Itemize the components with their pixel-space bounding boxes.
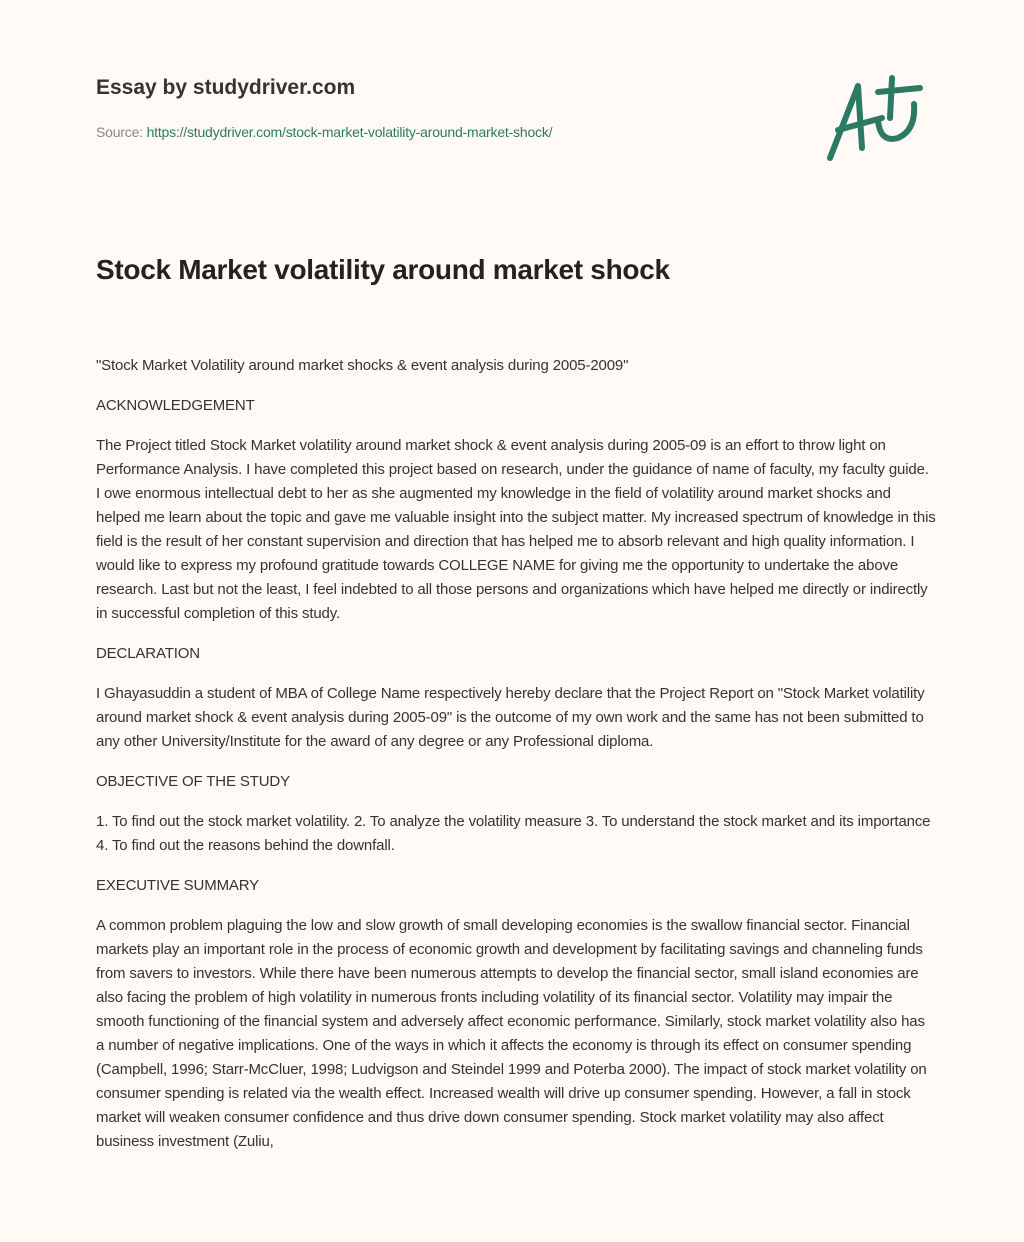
paragraph-subtitle: "Stock Market Volatility around market shocks & event analysis during 2005-2009" <box>96 357 629 374</box>
source-label: Source: <box>96 124 143 140</box>
a-plus-logo-icon <box>820 68 930 168</box>
paragraph-objective: 1. To find out the stock market volatility. 2. To analyze the volatility measure 3. To understand the stock market and its importance 4. To find out the reasons behind the downfall. <box>96 813 931 854</box>
heading-objective: OBJECTIVE OF THE STUDY <box>96 773 290 790</box>
heading-acknowledgement: ACKNOWLEDGEMENT <box>96 397 255 414</box>
paragraph-executive-summary: A common problem plaguing the low and slow growth of small developing economies is the swallow financial sector. Financial markets play an important role in the process of economic growth and development by facilitating savings and channeling funds from savers to investors. While there have been numerous attempts to develop the financial sector, small island economies are also facing the problem of high volatility in numerous fronts including volatility of its financial sector. Volatility may impair the smooth functioning of the financial system and adversely affect economic performance. Similarly, stock market volatility also has a number of negative implications. One of the ways in which it affects the economy is through its effect on consumer spending (Campbell, 1996; Starr-McCluer, 1998; Ludvigson and Steindel 1999 and Poterba 2000). The impact of stock market volatility on consumer spending is related via the wealth effect. Increased wealth will drive up consumer spending. However, a fall in stock market will weaken consumer confidence and thus drive down consumer spending. Stock market volatility may also affect business investment (Zuliu, <box>96 917 927 1150</box>
paragraph-declaration: I Ghayasuddin a student of MBA of College Name respectively hereby declare that the Project Report on "Stock Market volatility around market shock & event analysis during 2005-09" is the outcome of my own work and the same has not been submitted to any other University/Institute for the award of any degree or any Professional diploma. <box>96 685 925 750</box>
essay-title: Stock Market volatility around market shock <box>96 254 670 285</box>
heading-executive-summary: EXECUTIVE SUMMARY <box>96 877 260 894</box>
heading-declaration: DECLARATION <box>96 645 200 662</box>
source-line <box>96 124 552 140</box>
site-brand: Essay by studydriver.com <box>96 76 356 99</box>
source-link[interactable]: https://studydriver.com/stock-market-volatility-around-market-shock/ <box>146 124 553 140</box>
essay-body <box>96 354 936 1170</box>
paragraph-acknowledgement: The Project titled Stock Market volatility around market shock & event analysis during 2005-09 is an effort to throw light on Performance Analysis. I have completed this project based on research, under the guidance of name of faculty, my faculty guide. I owe enormous intellectual debt to her as she augmented my knowledge in the field of volatility around market shocks and helped me learn about the topic and gave me valuable insight into the subject matter. My increased spectrum of knowledge in this field is the result of her constant supervision and direction that has helped me to absorb relevant and high quality information. I would like to express my profound gratitude towards COLLEGE NAME for giving me the opportunity to undertake the above research. Last but not the least, I feel indebted to all those persons and organizations which have helped me directly or indirectly in successful completion of this study. <box>96 437 936 622</box>
